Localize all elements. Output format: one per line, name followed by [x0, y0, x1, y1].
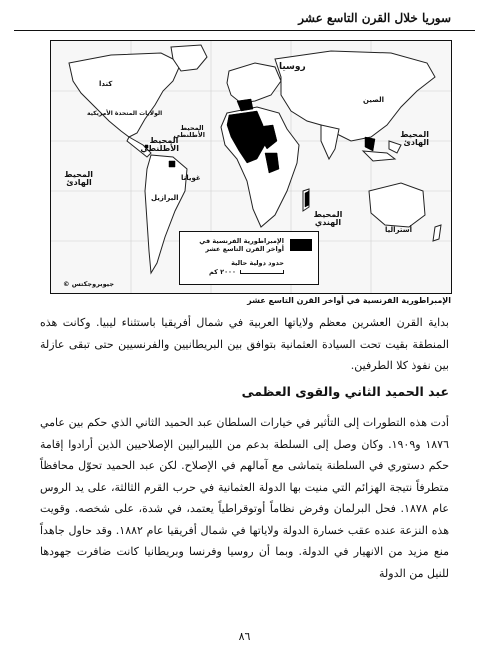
paragraph-1: بداية القرن العشرين معظم ولاياتها العربية في شمال أفريقيا باستثناء ليبيا. وكانت هذه المنطقة بقيت تحت السيادة العثمانية بتوافق بين البريطانيين والفرنسيين حتى تبقى عازلة بين نفوذ كلا الطرفين. — [40, 316, 449, 372]
map-legend — [179, 231, 319, 285]
legend-scale-bar — [240, 270, 284, 274]
map-label-pacific-right: المحيط الهادئ — [400, 130, 429, 147]
legend-swatch-french-empire — [290, 239, 312, 251]
map-label-pacific-left: المحيط الهادئ — [64, 170, 93, 187]
legend-item-french-empire: الإمبراطورية الفرنسية في أواخر القرن التاسع عشر — [199, 237, 284, 254]
map-label-atlantic-north: المحيط الأطلنطي — [173, 124, 205, 139]
world-map-figure — [50, 40, 452, 294]
figure-caption: الإمبراطورية الفرنسية في أواخر القرن التاسع عشر — [247, 296, 451, 305]
map-label-australia: أستراليا — [385, 226, 413, 234]
section-heading: عبد الحميد الثاني والقوى العظمى — [241, 384, 449, 399]
map-label-usa: الولايات المتحدة الأمريكية — [87, 110, 163, 117]
map-credit: © جيوبروجكتس — [63, 280, 115, 288]
map-label-atlantic: المحيط الأطلنطي — [140, 136, 179, 153]
page-number: ٨٦ — [238, 630, 251, 643]
map-label-brazil: البرازيل — [151, 194, 179, 202]
running-header-title: سوريا خلال القرن التاسع عشر — [298, 11, 451, 25]
running-header — [14, 8, 475, 31]
map-label-guyana: غويانا — [181, 174, 201, 182]
map-label-russia: روسيا — [279, 62, 306, 72]
map-label-canada: كندا — [99, 80, 113, 88]
paragraph-2: أدت هذه التطورات إلى التأثير في خيارات السلطان عبد الحميد الثاني الذي حكم بين عامي ١٨٧٦ و١٩٠٩. وكان وصل إلى السلطة بدعم من الليبراليين الإصلاحيين الذين أرادوا إقامة حكم دستوري في السلطنة يتماشى مع آمالهم في الإصلاح. لكن عبد الحميد تحوّل محافظاً متطرفاً نتيجة الهزائم التي منيت بها الدولة العثمانية في حرب القرم الثالثة، على يد الروس عام ١٨٧٨. فحل البرلمان وفرض نظاماً أوتوقراطياً يعتمد، في شدة، على شخصه. وقويت هذه النزعة عنده عقب خسارة الدولة ولاياتها في شمال أفريقيا عام ١٨٨٢. وقد حاول جاهداً منع مزيد من الانهيار في الدولة. وبما أن روسيا وفرنسا وبريطانيا كانت ضافرت جهودها للنيل من الدولة — [40, 416, 449, 580]
legend-scale-label: ٢٠٠٠ كم — [208, 268, 236, 276]
legend-item-boundaries: حدود دولية حالية — [231, 259, 284, 267]
map-label-indian-ocean: المحيط الهندي — [313, 210, 343, 227]
map-label-china: الصين — [363, 96, 385, 104]
